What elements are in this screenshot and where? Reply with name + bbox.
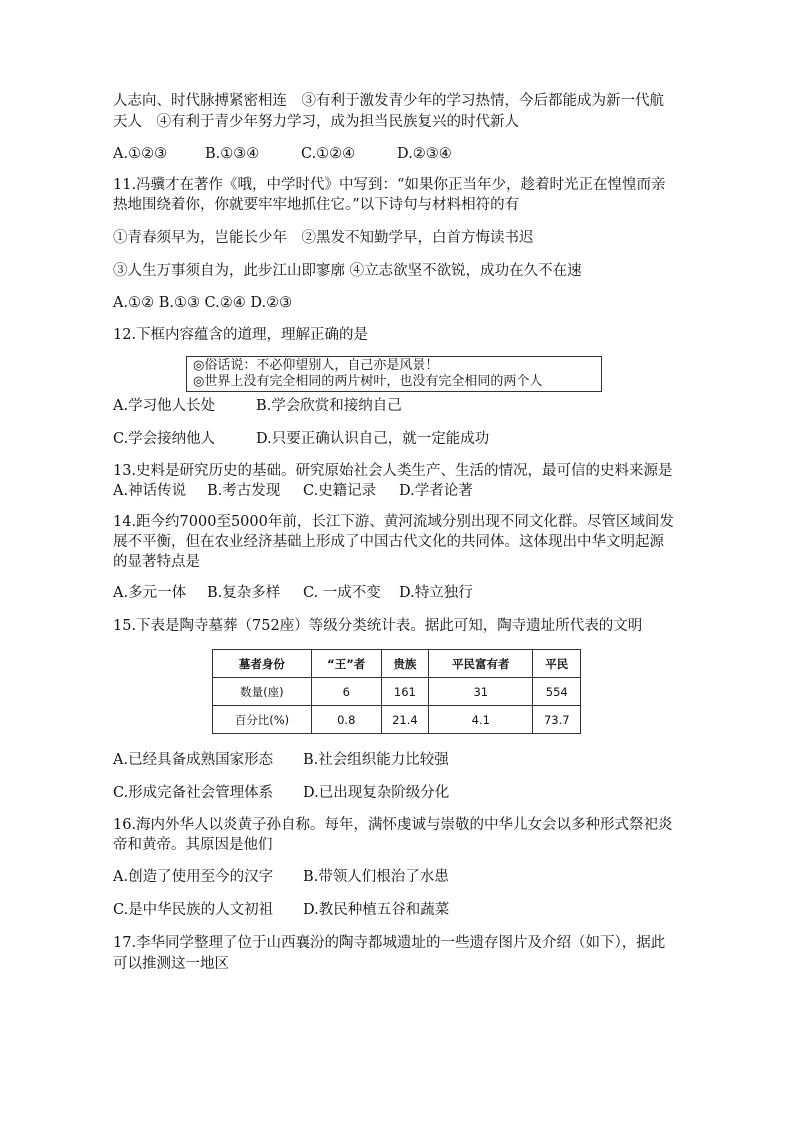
table-cell: 百分比(%) [213,706,312,734]
q14-option-a: A.多元一体 [113,585,187,601]
q16-options-row-1 [113,867,449,887]
table-header-row [213,650,581,678]
q12-option-c: C.学会接纳他人 [113,431,216,447]
q14-stem-line-3: 的显著特点是 [113,554,200,570]
table-cell: 6 [311,678,381,706]
q12-options-row-2 [113,429,489,449]
q16-option-d: D.教民种植五谷和蔬菜 [303,902,450,918]
q16-stem-line-1: 16.海内外华人以炎黄子孙自称。每年，满怀虔诚与崇敬的中华儿女会以多种形式祭祀炎 [113,817,673,833]
table-cell: 31 [429,678,533,706]
q16-option-b: B.带领人们根治了水患 [303,869,449,885]
q14-option-d: D.特立独行 [399,585,473,601]
q10-options [113,144,452,164]
table-row [213,706,581,734]
table-cell: 数量(座) [213,678,312,706]
q12-option-b: B.学会欣赏和接纳自己 [256,398,402,414]
q13-option-d: D.学者论著 [399,483,473,499]
q10-option-c: C.①②④ [301,146,356,162]
q12-stem: 12.下框内容蕴含的道理，理解正确的是 [113,327,369,343]
q14-option-c: C. 一成不变 [303,585,381,601]
q13-option-c: C.史籍记录 [303,483,377,499]
q15-stem: 15.下表是陶寺墓葬（752座）等级分类统计表。据此可知，陶寺遗址所代表的文明 [113,618,643,634]
table-cell: 21.4 [381,706,428,734]
q14-options [113,583,473,603]
q13-stem: 13.史料是研究历史的基础。研究原始社会人类生产、生活的情况，最可信的史料来源是 [113,463,673,479]
q14-option-b: B.复杂多样 [207,585,281,601]
q11-poem-line-1: ①青春须早为，岂能长少年 ②黑发不知勤学早，白首方悔读书迟 [113,230,534,246]
table-header-cell: 平民 [533,650,581,678]
q11-poem-line-2: ③人生万事须自为，此步江山即寥廓 ④立志欲坚不欲锐，成功在久不在速 [113,263,582,279]
q13-option-a: A.神话传说 [113,483,187,499]
q16-stem-line-2: 帝和黄帝。其原因是他们 [113,837,273,853]
q16-option-c: C.是中华民族的人文初祖 [113,902,274,918]
table-cell: 161 [381,678,428,706]
tomb-grade-table [212,649,581,734]
q17-stem-line-1: 17.李华同学整理了位于山西襄汾的陶寺都城遗址的一些遗存图片及介绍（如下），据此 [113,935,666,951]
q15-options-row-1 [113,750,449,770]
table-header-cell: “王”者 [311,650,381,678]
q16-option-a: A.创造了使用至今的汉字 [113,869,274,885]
q15-option-c: C.形成完备社会管理体系 [113,785,274,801]
q12-option-d: D.只要正确认识自己，就一定能成功 [256,431,490,447]
table-row [213,678,581,706]
q15-options-row-2 [113,783,449,803]
q15-option-b: B.社会组织能力比较强 [303,752,449,768]
q16-options-row-2 [113,900,449,920]
q12-quote-box [186,356,602,392]
q10-continued-line-1: 人志向、时代脉搏紧密相连 ③有利于激发青少年的学习热情，今后都能成为新一代航 [113,93,664,109]
table-header-cell: 墓者身份 [213,650,312,678]
table-header-cell: 贵族 [381,650,428,678]
q12-quote-line-1: ◎俗话说：不必仰望别人，自己亦是风景！ [193,358,439,373]
table-cell: 73.7 [533,706,581,734]
q14-stem-line-2: 展不平衡，但在农业经济基础上形成了中国古代文化的共同体。这体现出中华文明起源 [113,534,664,550]
q10-continued-line-2: 天人 ④有利于青少年努力学习，成为担当民族复兴的时代新人 [113,114,519,130]
q13-options [113,481,473,501]
table-header-cell: 平民富有者 [429,650,533,678]
q11-stem-line-2: 热地围绕着你，你就要牢牢地抓住它。”以下诗句与材料相符的有 [113,197,520,213]
q10-option-d: D.②③④ [397,146,452,162]
q14-stem-line-1: 14.距今约7000至5000年前，长江下游、黄河流域分别出现不同文化群。尽管区域间发 [113,514,674,530]
q12-quote-line-2: ◎世界上没有完全相同的两片树叶，也没有完全相同的两个人 [193,374,543,389]
q10-option-a: A.①②③ [113,146,168,162]
table-cell: 0.8 [311,706,381,734]
q11-stem-line-1: 11.冯骥才在著作《哦，中学时代》中写到：“如果你正当年少，趁着时光正在惶惶而亲 [113,177,666,193]
q12-option-a: A.学习他人长处 [113,398,216,414]
table-cell: 4.1 [429,706,533,734]
q17-stem-line-2: 可以推测这一地区 [113,956,229,972]
q15-option-a: A.已经具备成熟国家形态 [113,752,274,768]
q12-options-row-1 [113,396,402,416]
q13-option-b: B.考古发现 [207,483,281,499]
table-cell: 554 [533,678,581,706]
q10-option-b: B.①③④ [205,146,260,162]
q15-option-d: D.已出现复杂阶级分化 [303,785,450,801]
q11-options: A.①② B.①③ C.②④ D.②③ [113,295,293,311]
